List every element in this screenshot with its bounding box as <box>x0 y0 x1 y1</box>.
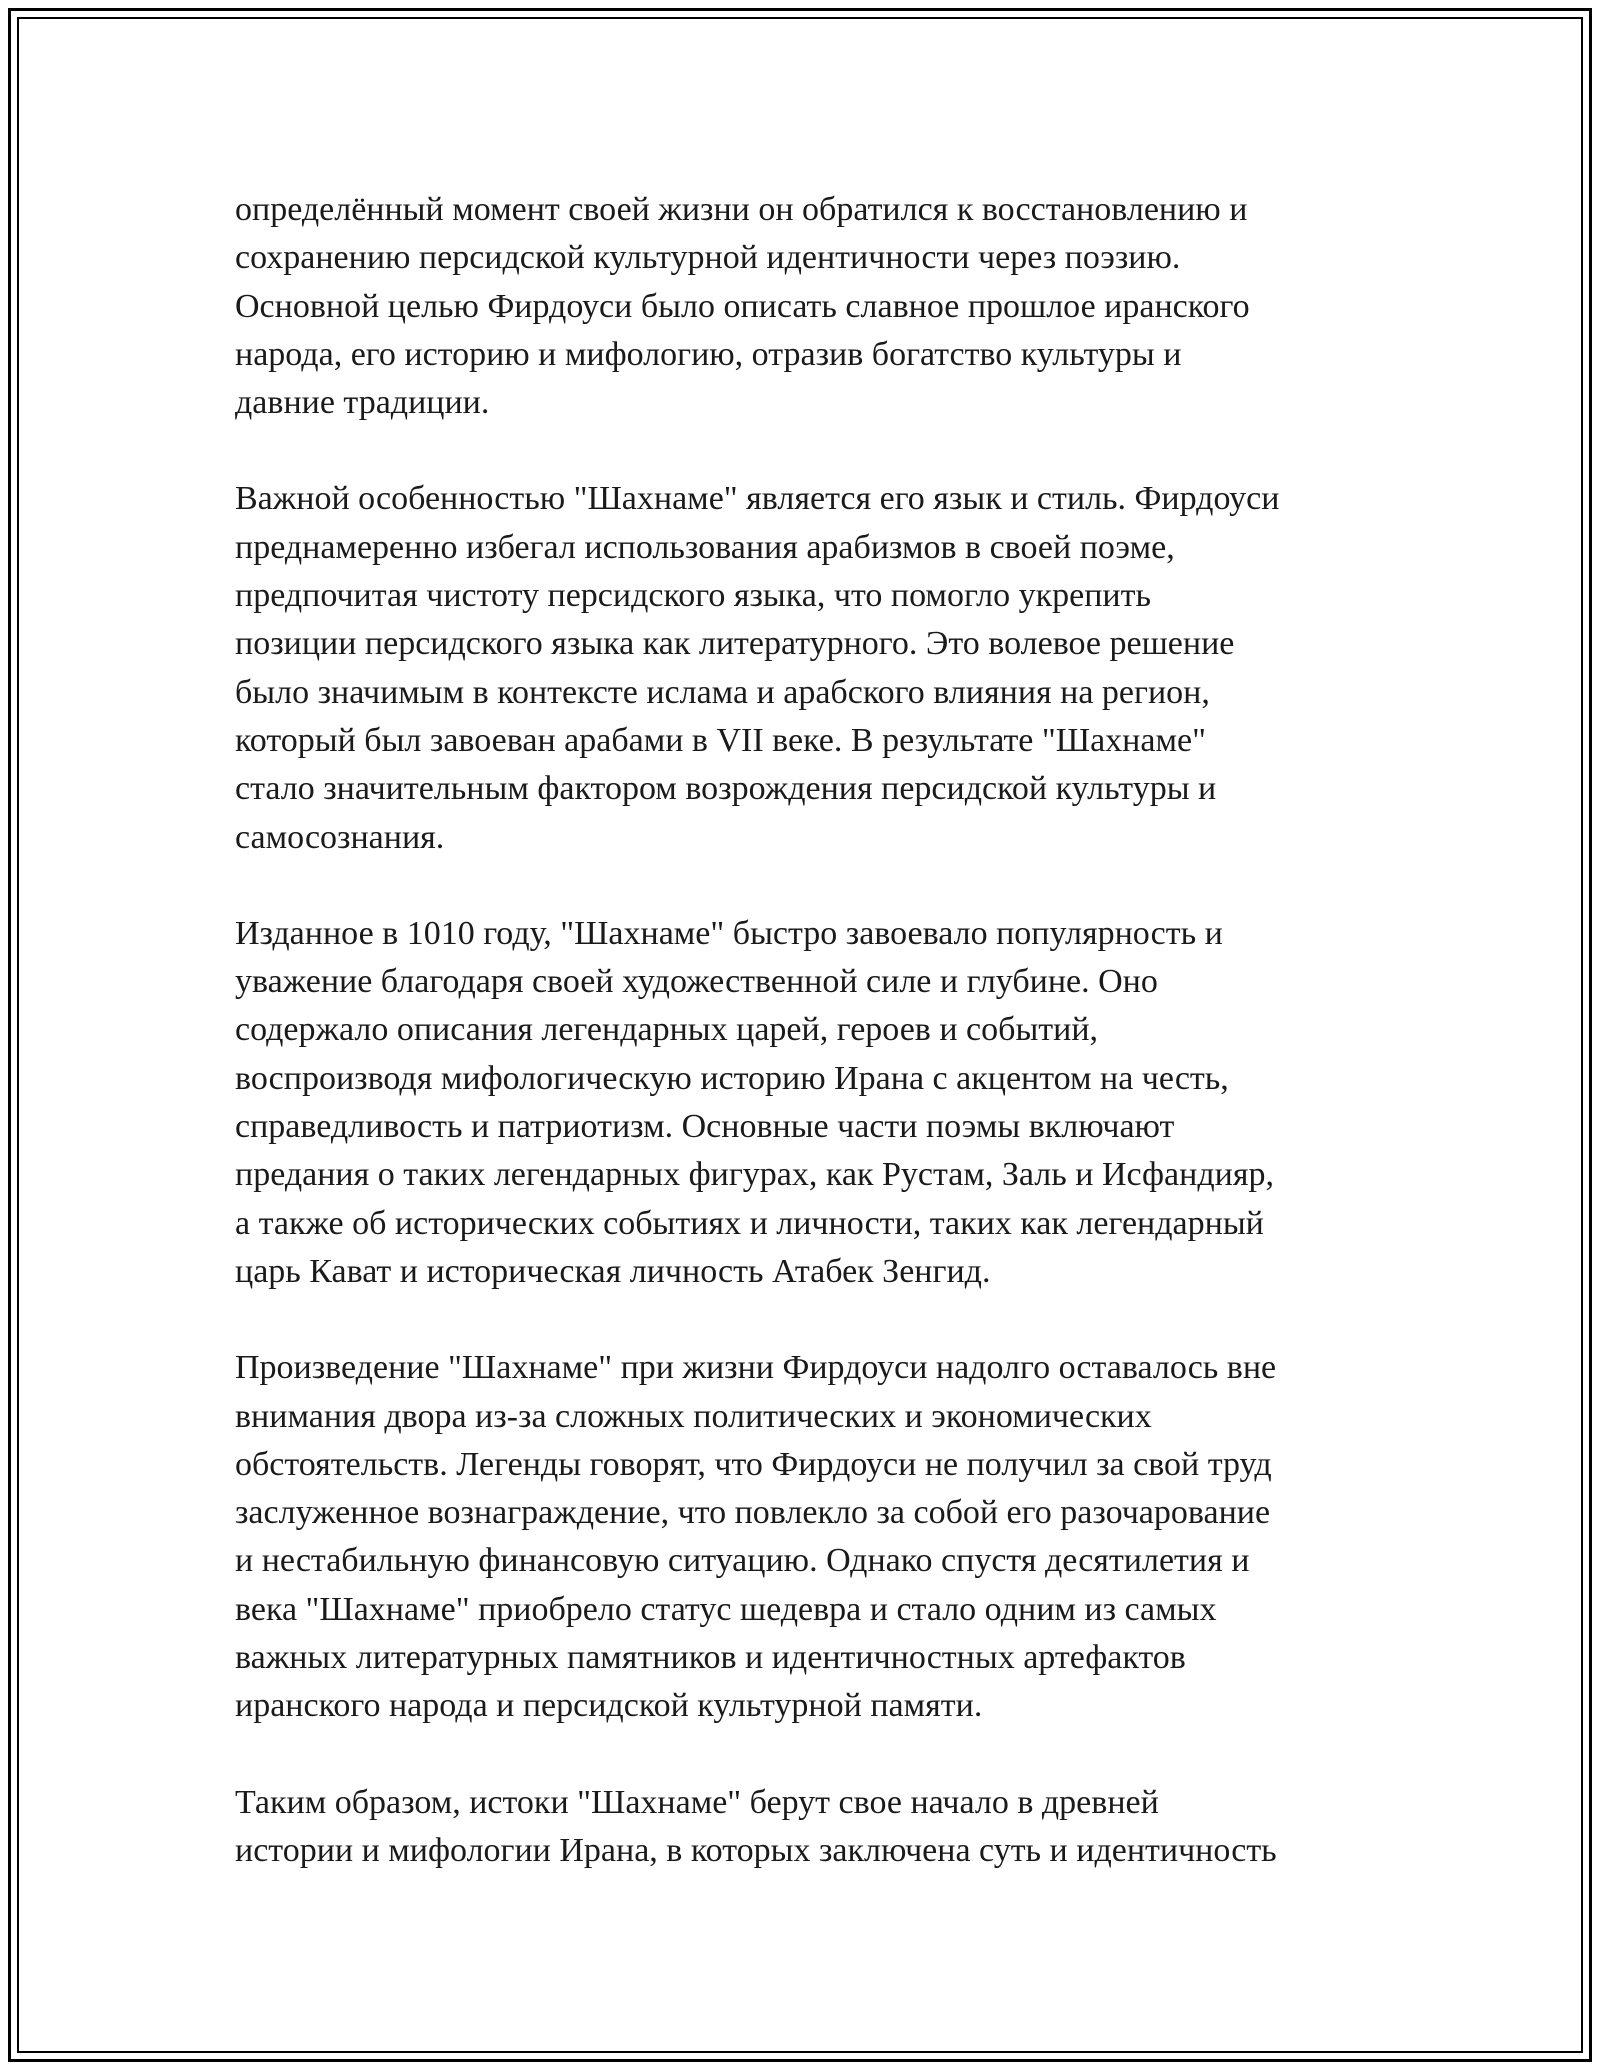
text-line: сохранению персидской культурной идентичности через поэзию. <box>235 239 1181 277</box>
text-line: Основной целью Фирдоуси было описать славное прошлое иранского <box>235 287 1250 325</box>
text-line: иранского народа и персидской культурной памяти. <box>235 1687 983 1725</box>
text-line: а также об исторических событиях и личности, таких как легендарный <box>235 1204 1264 1242</box>
text-line: уважение благодаря своей художественной силе и глубине. Оно <box>235 963 1158 1001</box>
text-line: предания о таких легендарных фигурах, как Рустам, Заль и Исфандияр, <box>235 1156 1274 1194</box>
text-line: было значимым в контексте ислама и арабского влияния на регион, <box>235 673 1210 711</box>
text-line: Таким образом, истоки "Шахнаме" берут свое начало в древней <box>235 1783 1159 1821</box>
text-line: давние традиции. <box>235 384 490 422</box>
text-line: века "Шахнаме" приобрело статус шедевра и стало одним из самых <box>235 1590 1217 1628</box>
text-line: самосознания. <box>235 818 445 856</box>
text-line: предпочитая чистоту персидского языка, что помогло укрепить <box>235 577 1151 615</box>
text-line: важных литературных памятников и идентичностных артефактов <box>235 1639 1186 1677</box>
text-line: воспроизводя мифологическую историю Ирана с акцентом на честь, <box>235 1059 1229 1097</box>
text-line: справедливость и патриотизм. Основные части поэмы включают <box>235 1108 1175 1146</box>
paragraph <box>235 475 1385 861</box>
text-line: Изданное в 1010 году, "Шахнаме" быстро завоевало популярность и <box>235 914 1223 952</box>
text-line: заслуженное вознаграждение, что повлекло за собой его разочарование <box>235 1494 1271 1532</box>
document-body <box>235 186 1385 1923</box>
text-line: обстоятельств. Легенды говорят, что Фирдоуси не получил за свой труд <box>235 1445 1272 1483</box>
text-line: определённый момент своей жизни он обратился к восстановлению и <box>235 191 1248 228</box>
text-line: царь Кават и историческая личность Атабек Зенгид. <box>235 1252 991 1290</box>
text-line: стало значительным фактором возрождения персидской культуры и <box>235 770 1217 808</box>
text-line: который был завоеван арабами в VII веке. В результате "Шахнаме" <box>235 721 1206 759</box>
paragraph <box>235 910 1385 1296</box>
paragraph <box>235 1344 1385 1730</box>
text-line: Важной особенностью "Шахнаме" является его язык и стиль. Фирдоуси <box>235 480 1280 518</box>
text-line: и нестабильную финансовую ситуацию. Однако спустя десятилетия и <box>235 1542 1250 1580</box>
text-line: позиции персидского языка как литературного. Это волевое решение <box>235 625 1235 663</box>
paragraph <box>235 1779 1385 1876</box>
text-line: народа, его историю и мифологию, отразив богатство культуры и <box>235 335 1182 373</box>
text-line: истории и мифологии Ирана, в которых заключена суть и идентичность <box>235 1831 1277 1869</box>
text-line: преднамеренно избегал использования арабизмов в своей поэме, <box>235 528 1175 566</box>
paragraph <box>235 186 1385 427</box>
text-line: Произведение "Шахнаме" при жизни Фирдоуси надолго оставалось вне <box>235 1349 1277 1387</box>
text-line: содержало описания легендарных царей, героев и событий, <box>235 1011 1099 1049</box>
text-line: внимания двора из-за сложных политических и экономических <box>235 1397 1152 1435</box>
